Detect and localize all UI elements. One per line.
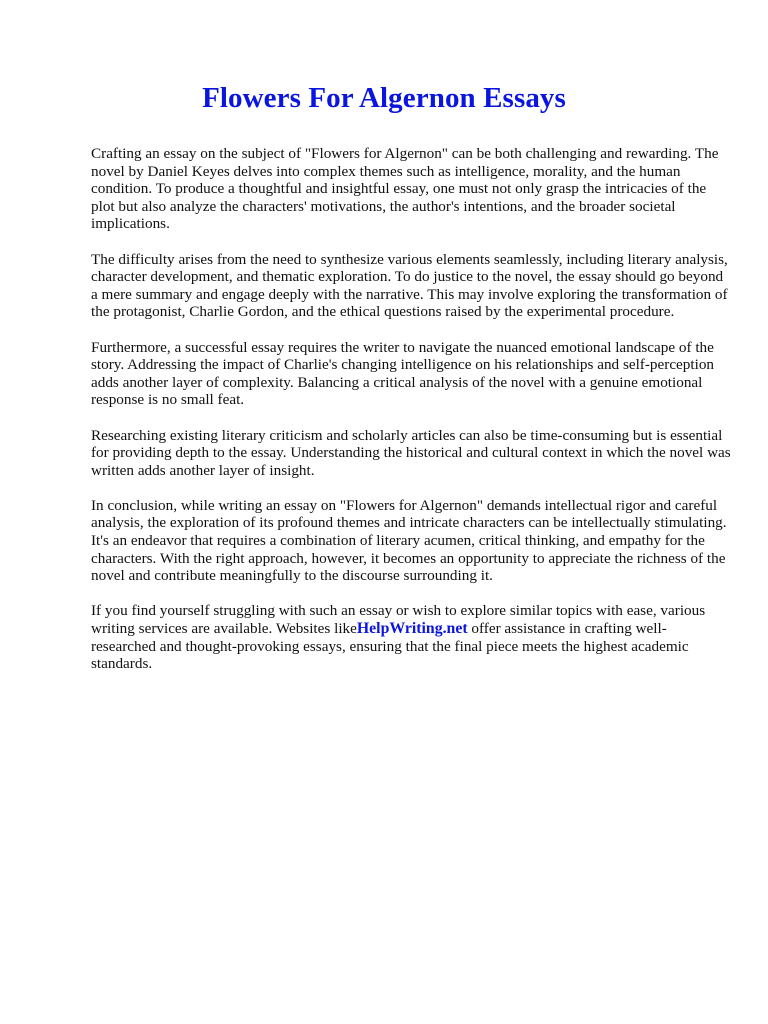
paragraph-difficulty: The difficulty arises from the need to synthesize various elements seamlessly, including literary analysis, character development, and thematic exploration. To do justice to the novel, the essay should go beyond a mere summary and engage deeply with the narrative. This may involve exploring the transformation of the protagonist, Charlie Gordon, and the ethical questions raised by the experimental procedure. — [91, 250, 728, 321]
document-title: Flowers For Algernon Essays — [202, 82, 566, 114]
paragraph-services — [91, 602, 731, 672]
paragraph-emotional-landscape: Furthermore, a successful essay requires the writer to navigate the nuanced emotional landscape of the story. Addressing the impact of Charlie's changing intelligence on his relationships and self-perception adds another layer of complexity. Balancing a critical analysis of the novel with a genuine emotional response is no small feat. — [91, 338, 715, 409]
paragraph-research: Researching existing literary criticism and scholarly articles can also be time-consuming but is essential for providing depth to the essay. Understanding the historical and cultural context in which the novel was written adds another layer of insight. — [91, 426, 731, 479]
paragraph-intro: Crafting an essay on the subject of "Flowers for Algernon" can be both challenging and rewarding. The novel by Daniel Keyes delves into complex themes such as intelligence, morality, and the human condition. To produce a thoughtful and insightful essay, one must not only grasp the intricacies of the plot but also analyze the characters' motivations, the author's intentions, and the broader societal implications. — [91, 145, 719, 233]
paragraph-conclusion: In conclusion, while writing an essay on "Flowers for Algernon" demands intellectual rigor and careful analysis, the exploration of its profound themes and intricate characters can be intellectually stimulating. It's an endeavor that requires a combination of literary acumen, critical thinking, and empathy for the characters. With the right approach, however, it becomes an opportunity to appreciate the richness of the novel and contribute meaningfully to the discourse surrounding it. — [91, 496, 727, 585]
services-text-before-link: If you find yourself struggling with such an essay or wish to explore similar topics with ease, various writing services are available. Websites like — [91, 602, 706, 638]
services-text-after-link: offer assistance in crafting well-researched and thought-provoking essays, ensuring that the final piece meets the highest academic standards. — [91, 620, 689, 673]
helpwriting-link[interactable]: HelpWriting.net — [356, 620, 468, 638]
